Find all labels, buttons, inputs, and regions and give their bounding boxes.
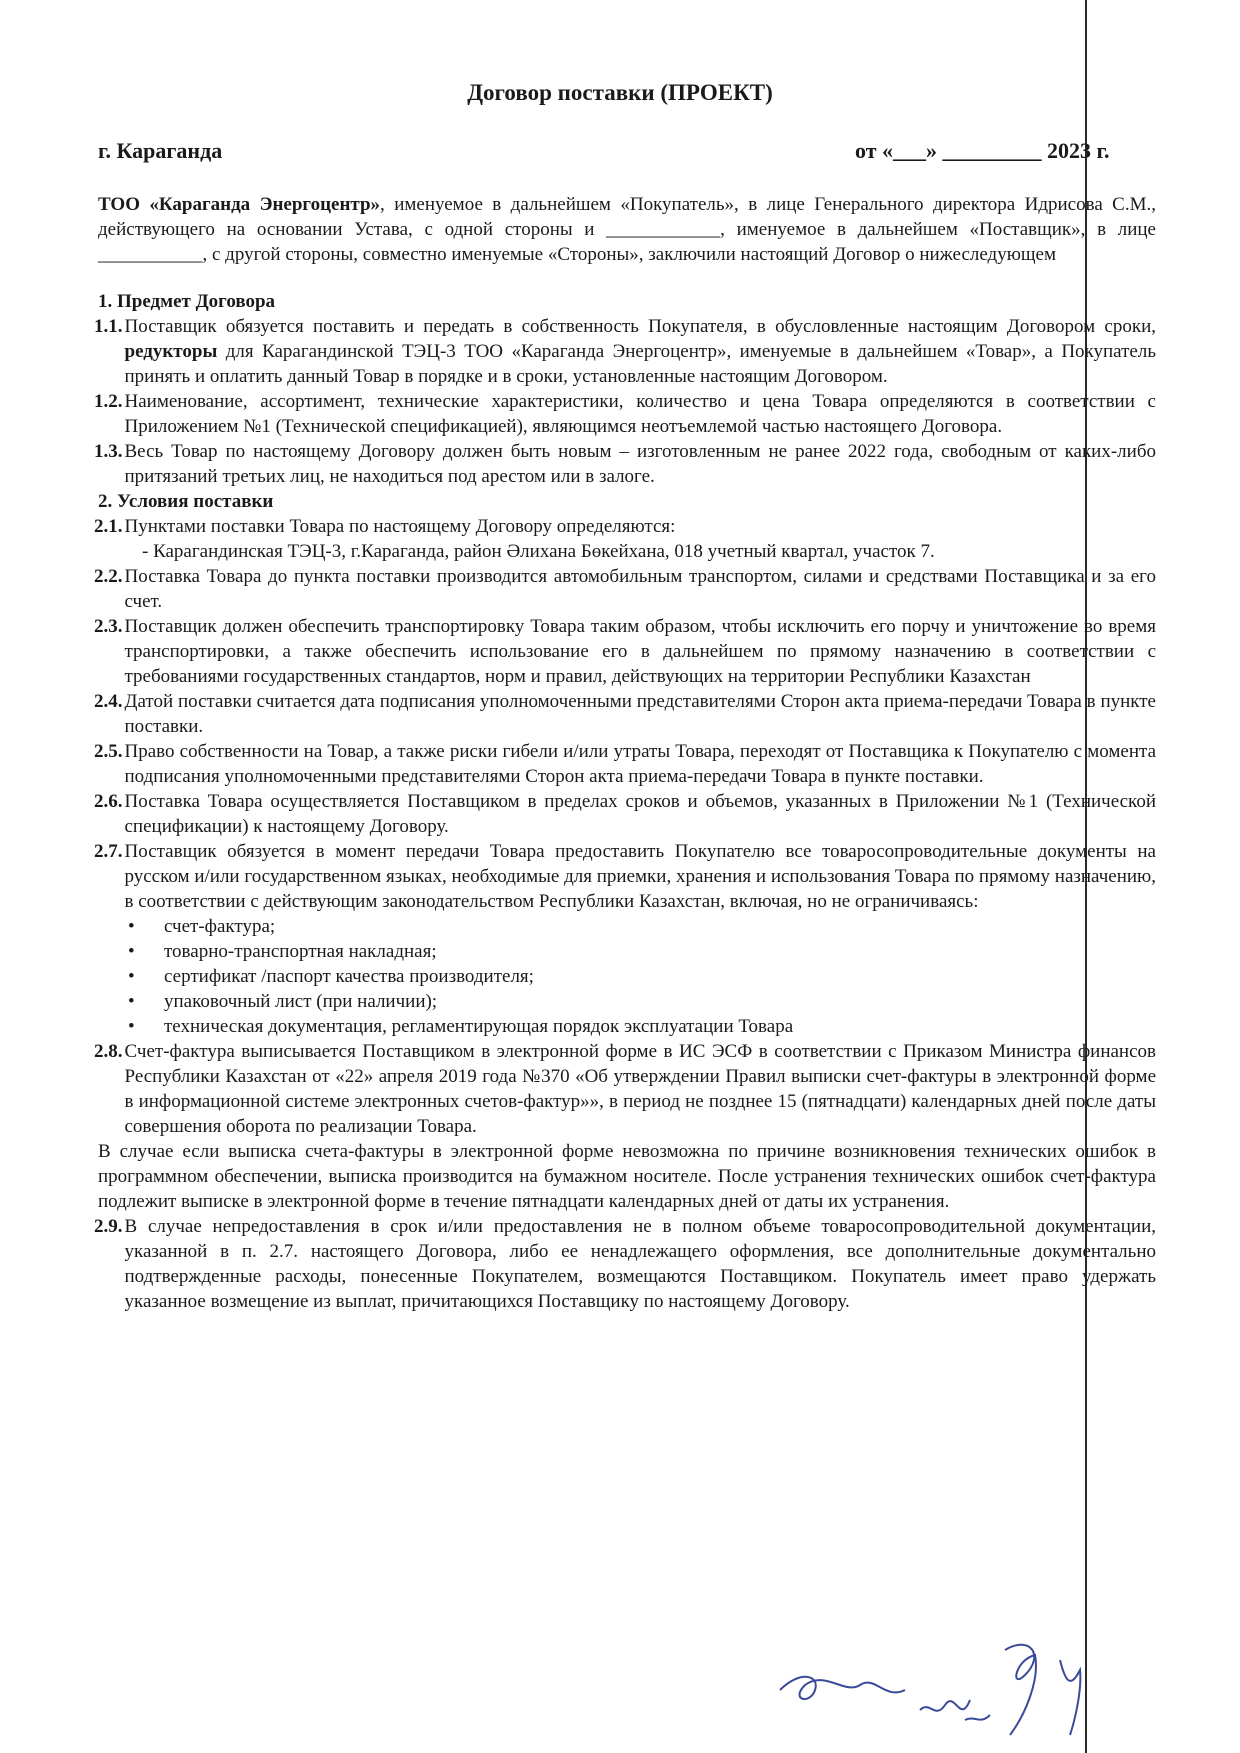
clause-text: Право собственности на Товар, а также риски гибели и/или утраты Товара, переходят от Поставщика к Покупателю с момента подписания уполномоченными представителями Сторон акта приема-передачи Товара в пункте поставки. — [124, 741, 1156, 787]
clause-text: Наименование, ассортимент, технические характеристики, количество и цена Товара определяются в соответствии с Приложением №1 (Технической спецификацией), являющимся неотъемлемой частью настоящего Договора. — [124, 391, 1156, 437]
clause-1-3 — [94, 439, 1156, 489]
delivery-point: - Карагандинская ТЭЦ-3, г.Караганда, район Әлихана Бөкейхана, 018 учетный квартал, участок 7. — [142, 541, 935, 562]
clause-2-7 — [94, 839, 1156, 914]
preamble-org: ТОО «Караганда Энергоцентр» — [98, 194, 381, 215]
handwritten-signatures — [770, 1630, 1100, 1740]
document-body — [94, 192, 1156, 1314]
list-item: • техническая документация, регламентирующая порядок эксплуатации Товара — [128, 1014, 1156, 1039]
clause-number: 2.4. — [94, 691, 123, 712]
section-1-heading: 1. Предмет Договора — [98, 291, 276, 312]
clause-text: Весь Товар по настоящему Договору должен быть новым – изготовленным не ранее 2022 года, свободным от каких-либо притязаний третьих лиц, не находиться под арестом или в залоге. — [124, 441, 1156, 487]
preamble — [98, 192, 1156, 267]
clause-number: 2.2. — [94, 566, 123, 587]
clause-2-8-continuation: В случае если выписка счета-фактуры в электронной форме невозможна по причине возникновения технических ошибок в программном обеспечении, выписка производится на бумажном носителе. После устранения технических ошибок счет-фактура подлежит выписке в электронной форме в течение пятнадцати календарных дней от даты их устранения. — [98, 1141, 1156, 1212]
clause-number: 2.5. — [94, 741, 123, 762]
clause-number: 1.1. — [94, 316, 123, 337]
clause-number: 1.3. — [94, 441, 123, 462]
clause-2-2 — [94, 564, 1156, 614]
clause-number: 2.7. — [94, 841, 123, 862]
clause-text: Пунктами поставки Товара по настоящему Договору определяются: — [124, 516, 676, 537]
documents-list — [98, 914, 1156, 1039]
clause-text: Поставщик должен обеспечить транспортировку Товара таким образом, чтобы исключить его порчу и уничтожение во время транспортировки, а также обеспечить использование его в дальнейшем по прямому назначению в соответствии с требованиями государственных стандартов, норм и правил, действующих на территории Республики Казахстан — [124, 616, 1156, 687]
list-item: • сертификат /паспорт качества производителя; — [128, 964, 1156, 989]
clause-2-5 — [94, 739, 1156, 789]
list-item: • счет-фактура; — [128, 914, 1156, 939]
clause-text: Поставка Товара до пункта поставки производится автомобильным транспортом, силами и средствами Поставщика и за его счет. — [124, 566, 1156, 612]
clause-1-1 — [94, 314, 1156, 389]
document-title: Договор поставки (ПРОЕКТ) — [467, 80, 773, 105]
clause-text: Датой поставки считается дата подписания уполномоченными представителями Сторон акта приема-передачи Товара в пункте поставки. — [124, 691, 1156, 737]
clause-number: 1.2. — [94, 391, 123, 412]
list-item: • товарно-транспортная накладная; — [128, 939, 1156, 964]
clause-text: Счет-фактура выписывается Поставщиком в электронной форме в ИС ЭСФ в соответствии с Приказом Министра финансов Республики Казахстан от «22» апреля 2019 года №370 «Об утверждении Правил выписки счет-фактуры в электронной форме в информационной системе электронных счетов-фактур»», в период не позднее 15 (пятнадцати) календарных дней после даты совершения оборота по реализации Товара. — [124, 1041, 1156, 1137]
clause-2-9 — [94, 1214, 1156, 1314]
clause-number: 2.9. — [94, 1216, 123, 1237]
city: г. Караганда — [98, 138, 223, 163]
clause-2-6 — [94, 789, 1156, 839]
clause-1-2 — [94, 389, 1156, 439]
clause-text: В случае непредоставления в срок и/или предоставления не в полном объеме товаросопроводительной документации, указанной в п. 2.7. настоящего Договора, либо ее ненадлежащего оформления, все дополнительные документально подтвержденные расходы, понесенные Покупателем, возмещаются Поставщиком. Покупатель имеет право удержать указанное возмещение из выплат, причитающихся Поставщику по настоящему Договору. — [124, 1216, 1156, 1312]
clause-text: Поставщик обязуется поставить и передать в собственность Покупателя, в обусловленные настоящим Договором сроки, редукторы для Карагандинской ТЭЦ-3 ТОО «Караганда Энергоцентр», именуемые в дальнейшем «Товар», а Покупатель принять и оплатить данный Товар в порядке и в сроки, установленные настоящим Договором. — [124, 316, 1156, 387]
clause-text: Поставщик обязуется в момент передачи Товара предоставить Покупателю все товаросопроводительные документы на русском и/или государственном языках, необходимые для приемки, хранения и использования Товара по прямому назначению, в соответствии с действующим законодательством Республики Казахстан, включая, но не ограничиваясь: — [124, 841, 1156, 912]
clause-number: 2.8. — [94, 1041, 123, 1062]
clause-number: 2.6. — [94, 791, 123, 812]
list-item: • упаковочный лист (при наличии); — [128, 989, 1156, 1014]
clause-2-4 — [94, 689, 1156, 739]
clause-2-8 — [94, 1039, 1156, 1139]
clause-2-1 — [94, 514, 1156, 539]
preamble-text: , именуемое в дальнейшем «Покупатель», в лице Генерального директора Идрисова С.М., действующего на основании Устава, с одной стороны и ____________, именуемое в дальнейшем «Поставщик», в лице ___________, с другой стороны, совместно именуемые «Стороны», заключили настоящий Договор о нижеследующем — [98, 194, 1156, 265]
clause-number: 2.3. — [94, 616, 123, 637]
section-2-heading: 2. Условия поставки — [98, 491, 274, 512]
clause-text: Поставка Товара осуществляется Поставщиком в пределах сроков и объемов, указанных в Приложении №1 (Технической спецификации) к настоящему Договору. — [124, 791, 1156, 837]
clause-number: 2.1. — [94, 516, 123, 537]
clause-2-3 — [94, 614, 1156, 689]
contract-date: от «___» _________ 2023 г. — [855, 138, 1110, 163]
